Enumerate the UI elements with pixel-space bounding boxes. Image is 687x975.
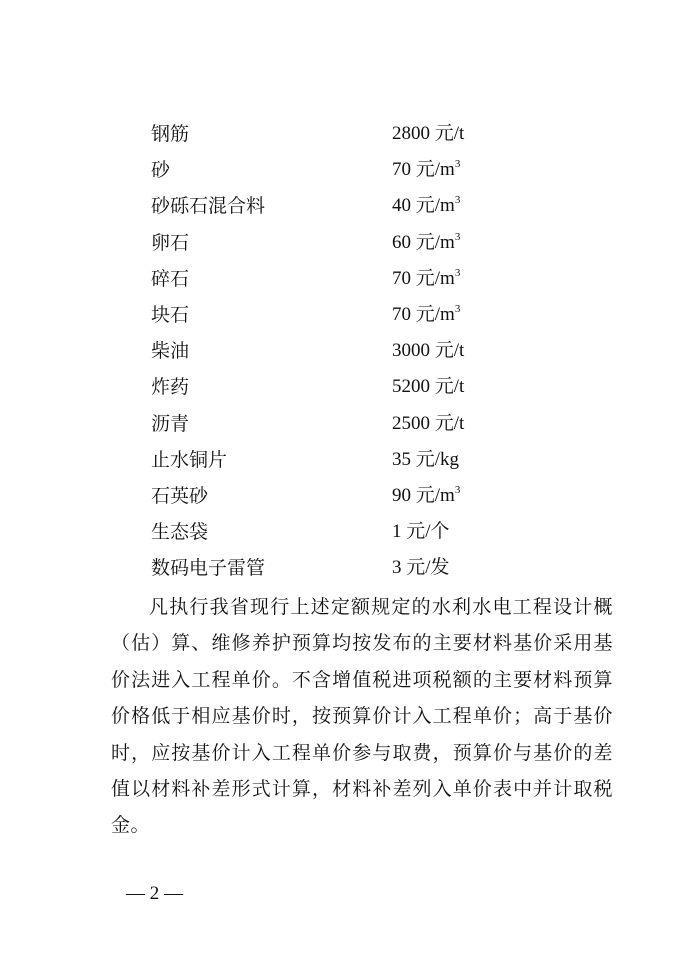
material-name: 沥青 bbox=[151, 412, 190, 435]
material-row bbox=[151, 225, 571, 261]
material-price-list bbox=[151, 116, 571, 586]
material-name: 钢筋 bbox=[151, 123, 190, 145]
material-name: 生态袋 bbox=[151, 521, 209, 544]
material-row bbox=[151, 297, 571, 333]
material-row bbox=[151, 442, 571, 478]
material-price: 70 元$/m^3$ bbox=[392, 158, 461, 181]
material-row bbox=[151, 116, 571, 152]
material-price: 2800 元/t bbox=[392, 123, 465, 144]
material-row bbox=[151, 152, 571, 188]
material-price: 70 元$/m^3$ bbox=[392, 266, 461, 289]
material-price: 70 元$/m^3$ bbox=[392, 302, 461, 325]
material-name: 数码电子雷管 bbox=[151, 557, 266, 580]
material-price: 1 元/个 bbox=[392, 521, 450, 543]
material-price: 5200 元/t bbox=[392, 376, 465, 398]
material-row bbox=[151, 261, 571, 297]
material-name: 块石 bbox=[151, 303, 190, 326]
material-price: 60 元$/m^3$ bbox=[392, 230, 461, 253]
material-row bbox=[151, 188, 571, 224]
material-price: 3 元/发 bbox=[392, 557, 450, 579]
body-paragraph: 凡执行我省现行上述定额规定的水利水电工程设计概（估）算、维修养护预算均按发布的主要材料基价采用基价法进入工程单价。不含增值税进项税额的主要材料预算价格低于相应基价时，按预算价计入工程单价；高于基价时，应按基价计入工程单价参与取费，预算价与基价的差值以材料补差形式计算，材料补差列入单价表中并计取税金。 bbox=[111, 596, 613, 837]
material-row bbox=[151, 333, 571, 369]
material-name: 炸药 bbox=[151, 376, 190, 399]
page-number: — 2 — bbox=[126, 883, 183, 904]
material-price: 90 元$/m^3$ bbox=[392, 483, 461, 506]
material-price: 35 元/kg bbox=[392, 448, 460, 470]
material-row bbox=[151, 406, 571, 442]
material-row bbox=[151, 478, 571, 514]
material-price: 2500 元/t bbox=[392, 412, 465, 434]
material-name: 砂砾石混合料 bbox=[151, 195, 266, 218]
material-name: 碎石 bbox=[151, 267, 190, 290]
material-name: 砂 bbox=[151, 159, 171, 182]
material-name: 止水铜片 bbox=[151, 448, 228, 471]
material-row bbox=[151, 550, 571, 586]
material-row bbox=[151, 369, 571, 405]
material-price: 3000 元/t bbox=[392, 340, 465, 362]
material-row bbox=[151, 514, 571, 550]
material-price: 40 元$/m^3$ bbox=[392, 194, 461, 217]
material-name: 柴油 bbox=[151, 340, 190, 363]
material-name: 卵石 bbox=[151, 231, 190, 254]
material-name: 石英砂 bbox=[151, 484, 209, 507]
